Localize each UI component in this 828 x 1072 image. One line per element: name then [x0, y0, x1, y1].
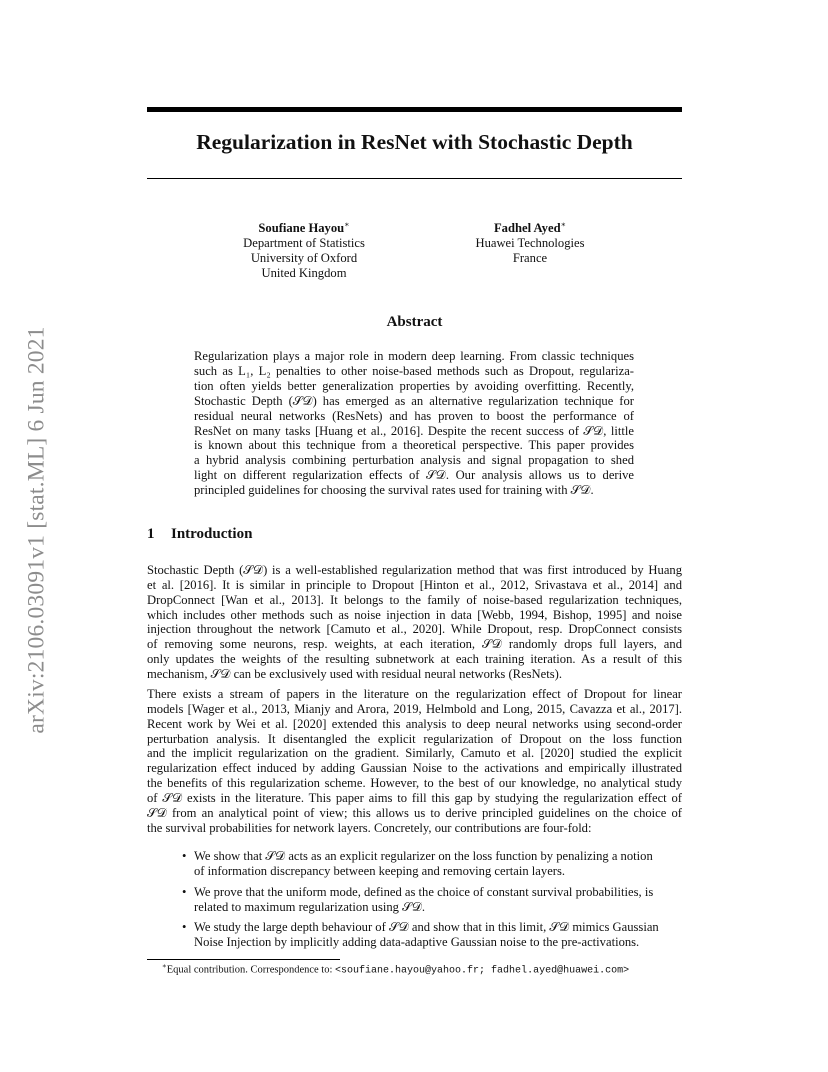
- bullet-icon: •: [182, 884, 187, 899]
- footnote: ∗Equal contribution. Correspondence to: <soufiane.hayou@yahoo.fr; fadhel.ayed@huawei.com>: [162, 962, 630, 977]
- list-item: [147, 885, 682, 915]
- abstract-text: [194, 349, 634, 498]
- abstract-line: is known about this technique from a theoretical perspective. This paper provides: [194, 438, 634, 453]
- body-line: only updates the weights of the resulting subnetwork at each training iteration. As a result of this: [147, 652, 682, 667]
- body-line: the benefits of this regularization scheme. However, to the best of our knowledge, no analytical study: [147, 776, 682, 791]
- list-item-line: related to maximum regularization using 𝒮𝒟.: [194, 899, 426, 914]
- body-line: perturbation analysis. It disentangled the explicit regularization of Dropout on the loss function: [147, 731, 682, 746]
- abstract-line: a hybrid analysis combining perturbation analysis and signal propagation to shed: [194, 453, 634, 468]
- contributions-list: [147, 849, 682, 956]
- abstract-line: such as L₁, L₂ penalties to other noise-based methods such as Dropout, regulariza-: [194, 363, 634, 378]
- body-line: injection throughout the network [Camuto et al., 2020]. While Dropout, resp. DropConnect consists: [147, 622, 682, 637]
- body-line: and the implicit regularization on the gradient. Similarly, Camuto et al. [2020] studied the explicit: [147, 746, 682, 761]
- intro-paragraph-1: [147, 563, 682, 682]
- body-line: Recent work by Wei et al. [2020] extended this analysis to deep neural networks using second-order: [147, 716, 682, 731]
- author-affiliation: Department of Statistics: [243, 236, 365, 251]
- abstract-line: Stochastic Depth (𝒮𝒟) has emerged as an alternative regularization technique for: [194, 393, 634, 408]
- abstract-line: principled guidelines for choosing the survival rates used for training with 𝒮𝒟.: [194, 483, 594, 498]
- list-item: [147, 920, 682, 950]
- list-item-line: of information discrepancy between keeping and removing certain layers.: [194, 863, 566, 878]
- body-line: regularization effect induced by adding Gaussian Noise to the activations and empirically illustrated: [147, 761, 682, 776]
- list-item-line: We study the large depth behaviour of 𝒮𝒟 and show that in this limit, 𝒮𝒟 mimics Gaussian: [194, 920, 659, 935]
- author-affiliation: United Kingdom: [261, 266, 347, 281]
- body-line: 𝒮𝒟 from an analytical point of view; this allows us to derive principled guidelines on the choice of: [147, 805, 682, 820]
- body-line: of 𝒮𝒟 exists in the literature. This paper aims to fill this gap by studying the regularization effect of: [147, 790, 682, 805]
- abstract-line: residual neural networks (ResNets) and has proven to boost the performance of: [194, 408, 634, 423]
- author-affiliation: Huawei Technologies: [475, 236, 585, 251]
- author-name: Soufiane Hayou∗: [258, 220, 350, 236]
- list-item-line: We prove that the uniform mode, defined as the choice of constant survival probabilities, is: [194, 884, 654, 899]
- body-line: mechanism, 𝒮𝒟 can be exclusively used with residual neural networks (ResNets).: [147, 666, 562, 681]
- body-line: models [Wager et al., 2013, Mianjy and Arora, 2019, Helmbold and Long, 2015, Cavazza et al., 2017].: [147, 701, 682, 716]
- abstract-heading: Abstract: [386, 314, 443, 330]
- bullet-icon: •: [182, 920, 187, 935]
- author-block: [214, 217, 394, 281]
- body-line: et al. [2016]. It is similar in principle to Dropout [Hinton et al., 2012, Srivastava et al., 2014] and: [147, 577, 682, 592]
- paper-title: Regularization in ResNet with Stochastic Depth: [196, 130, 633, 154]
- footnote-rule: [147, 959, 340, 960]
- section-heading: 1 Introduction: [147, 526, 253, 542]
- bullet-icon: •: [182, 849, 187, 863]
- abstract-line: light on different regularization effects of 𝒮𝒟. Our analysis allows us to derive: [194, 468, 634, 483]
- author-affiliation: University of Oxford: [250, 251, 358, 266]
- body-line: Stochastic Depth (𝒮𝒟) is a well-established regularization method that was first introduced by Huang: [147, 563, 682, 577]
- list-item-line: Noise Injection by implicitly adding data-adaptive Gaussian noise to the pre-activations.: [194, 935, 640, 950]
- title-top-rule: [147, 107, 682, 112]
- abstract-line: ResNet on many tasks [Huang et al., 2016]. Despite the recent success of 𝒮𝒟, little: [194, 423, 634, 438]
- body-line: There exists a stream of papers in the literature on the regularization effect of Dropout for linear: [147, 687, 682, 701]
- arxiv-identifier: arXiv:2106.03091v1 [stat.ML] 6 Jun 2021: [23, 326, 50, 734]
- body-line: of removing some neurons, resp. weights, at each iteration, 𝒮𝒟 randomly drops full layers, and: [147, 637, 682, 652]
- author-name: Fadhel Ayed∗: [493, 220, 567, 236]
- footnote-emails: <soufiane.hayou@yahoo.fr; fadhel.ayed@huawei.com>: [335, 965, 630, 977]
- body-line: the survival probabilities for network layers. Concretely, our contributions are four-fold:: [147, 820, 592, 835]
- title-bottom-rule: [147, 178, 682, 179]
- body-line: DropConnect [Wan et al., 2013]. It belongs to the family of noise-based regularization techniques,: [147, 592, 682, 607]
- intro-paragraph-2: [147, 687, 682, 835]
- list-item: [147, 849, 682, 879]
- abstract-line: tion often yields better generalization properties by avoiding overfitting. Recently,: [194, 378, 634, 393]
- body-line: which includes other methods such as noise injection in data [Webb, 1994, Bishop, 1995] and noise: [147, 607, 682, 622]
- author-affiliation: France: [512, 251, 548, 266]
- abstract-line: Regularization plays a major role in modern deep learning. From classic techniques: [194, 349, 634, 363]
- author-block: [440, 217, 620, 266]
- list-item-line: We show that 𝒮𝒟 acts as an explicit regularizer on the loss function by penalizing a notion: [194, 849, 653, 863]
